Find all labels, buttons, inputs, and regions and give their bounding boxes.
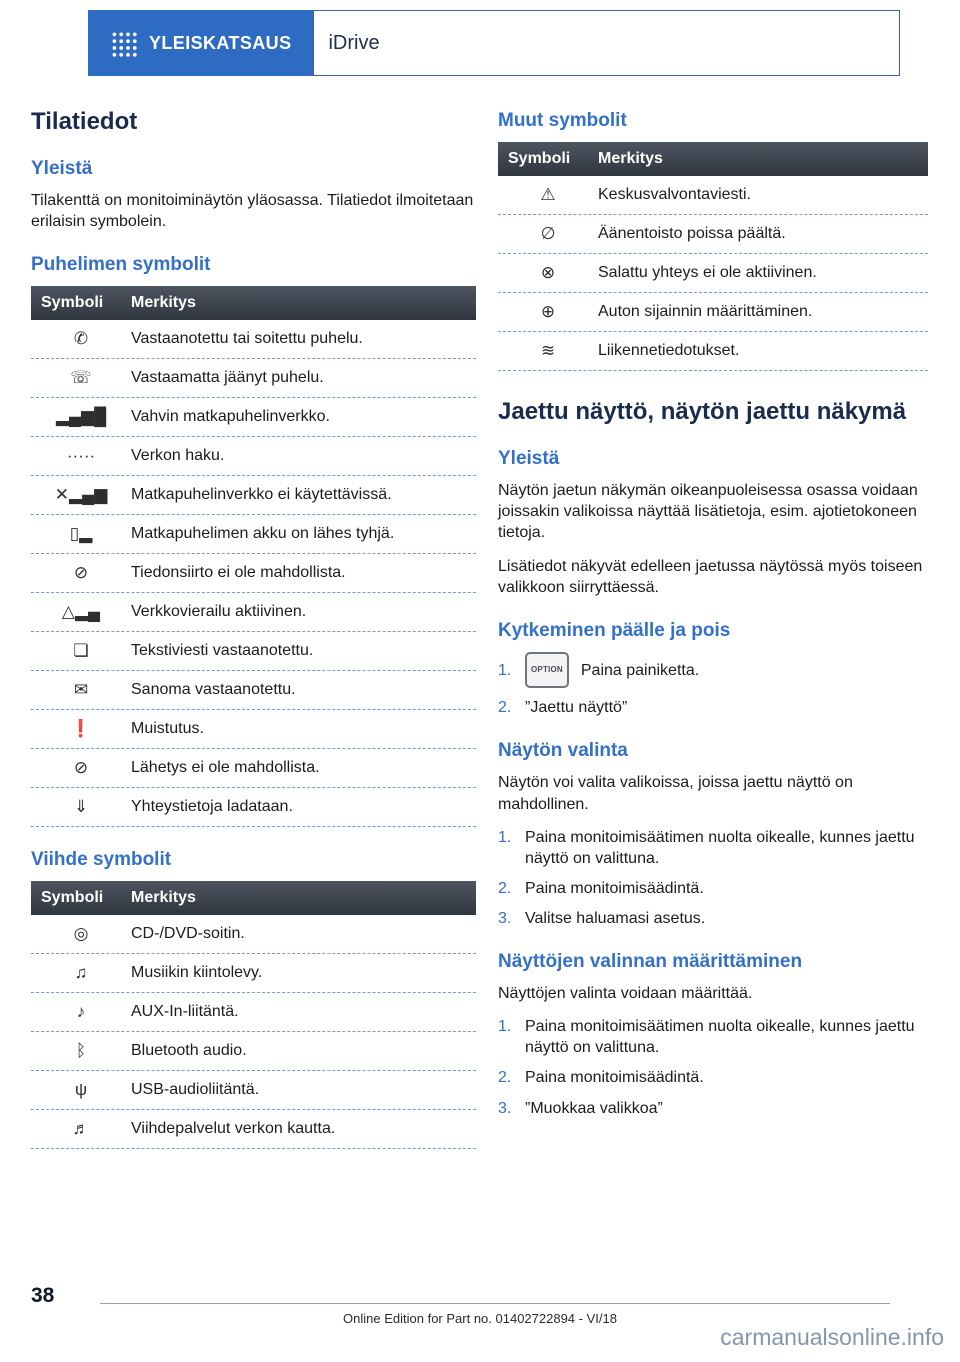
table-row (498, 215, 928, 254)
column-header-meaning: Merkitys (131, 294, 196, 312)
table-header (31, 286, 476, 320)
list-item (498, 1098, 928, 1119)
table-row (31, 671, 476, 710)
vehicle-location-icon: ⊕ (540, 302, 556, 321)
roaming-active-icon: △▂▄ (61, 602, 101, 622)
column-header-symbol: Symboli (508, 150, 571, 167)
symbol-meaning: Vastaamatta jäänyt puhelu. (131, 368, 324, 386)
symbol-meaning: Musiikin kiintolevy. (131, 963, 263, 981)
music-collection-icon: ♫ (74, 963, 88, 983)
column-header-meaning: Merkitys (131, 889, 196, 907)
table-row (31, 476, 476, 515)
left-column (31, 98, 476, 1157)
table-row (31, 915, 476, 954)
cd-dvd-icon: ◎ (73, 924, 89, 944)
sound-off-icon: ∅ (540, 224, 556, 243)
column-header-meaning: Merkitys (598, 150, 663, 167)
step-text: Paina monitoimisäätimen nuolta oikealle, kunnes jaettu näyttö on valittuna. (525, 828, 915, 867)
received-or-outgoing-call-icon: ✆ (73, 329, 89, 349)
footer-divider (100, 1303, 890, 1304)
table-row (498, 254, 928, 293)
signal-strength-icon: ▂▄▆█ (55, 407, 107, 427)
split-screen-title: Jaettu näyttö, näytön jaettu näkymä (498, 398, 907, 425)
table-row (31, 437, 476, 476)
split-screen-paragraph: Lisätiedot näkyvät edelleen jaetussa näytössä myös toiseen valikkoon siirryttäessä. (498, 557, 923, 596)
section-badge (88, 10, 313, 76)
list-item (498, 1067, 928, 1088)
phone-symbols-heading: Puhelimen symbolit (31, 254, 211, 276)
sending-unavailable-icon: ⊘ (73, 758, 89, 778)
step-number: 1. (498, 661, 512, 679)
symbol-meaning: Salattu yhteys ei ole aktiivinen. (598, 263, 817, 281)
step-text: Paina painiketta. (580, 661, 700, 679)
symbol-meaning: Sanoma vastaanotettu. (131, 680, 296, 698)
symbol-meaning: Liikennetiedotukset. (598, 341, 740, 359)
symbol-meaning: Viihdepalvelut verkon kautta. (131, 1119, 336, 1137)
section-label: YLEISKATSAUS (149, 32, 292, 53)
symbol-meaning: CD-/DVD-soitin. (131, 924, 245, 942)
list-item (498, 1016, 928, 1058)
symbol-meaning: Verkon haku. (131, 446, 225, 464)
contacts-loading-icon: ⇓ (73, 797, 89, 817)
table-row (31, 710, 476, 749)
table-row (31, 1071, 476, 1110)
grid-dots-icon (110, 30, 137, 57)
table-row (31, 359, 476, 398)
step-text: Valitse haluamasi asetus. (525, 910, 706, 928)
list-item (498, 827, 928, 869)
step-number: 3. (498, 910, 512, 928)
table-row (31, 515, 476, 554)
step-number: 1. (498, 828, 512, 846)
network-search-icon: ····· (66, 446, 96, 466)
table-row (31, 954, 476, 993)
column-header-symbol: Symboli (41, 294, 104, 312)
other-symbols-heading: Muut symbolit (498, 110, 627, 131)
list-item (498, 697, 928, 718)
edition-note: Online Edition for Part no. 01402722894 - VI/18 (343, 1311, 617, 1326)
online-entertainment-icon: ♬ (72, 1119, 90, 1139)
split-screen-paragraph: Näytön jaetun näkymän oikeanpuoleisessa osassa voidaan joissakin valikoissa näyttää lisätietoja, esim. ajotietokoneen tietoja. (498, 482, 918, 542)
page-content (31, 98, 928, 1157)
symbol-meaning: Lähetys ei ole mahdollista. (131, 758, 320, 776)
table-row (31, 593, 476, 632)
table-row (31, 749, 476, 788)
table-row (31, 788, 476, 827)
entertainment-symbols-table (31, 881, 476, 1149)
step-text: ”Jaettu näyttö” (525, 699, 628, 717)
phone-symbols-table (31, 286, 476, 827)
reminder-icon: ❗ (70, 719, 92, 739)
symbol-meaning: Vastaanotettu tai soitettu puhelu. (131, 329, 363, 347)
table-row (31, 1032, 476, 1071)
display-selection-heading: Näytön valinta (498, 740, 628, 762)
check-control-icon: ⚠ (540, 185, 556, 204)
page-number: 38 (31, 1284, 55, 1307)
on-off-heading: Kytkeminen päälle ja pois (498, 619, 731, 641)
configuring-heading: Näyttöjen valinnan määrittäminen (498, 951, 803, 973)
bluetooth-icon: ᛒ (75, 1041, 87, 1061)
chapter-title-box (313, 10, 900, 76)
symbol-meaning: Verkkovierailu aktiivinen. (131, 602, 307, 620)
symbol-meaning: USB-audioliitäntä. (131, 1080, 260, 1098)
data-transfer-unavailable-icon: ⊘ (73, 563, 89, 583)
symbol-meaning: Matkapuhelinverkko ei käytettävissä. (131, 485, 392, 503)
other-symbols-table (498, 142, 928, 371)
list-item (498, 908, 928, 929)
step-number: 3. (498, 1099, 512, 1117)
missed-call-icon: ☏ (70, 368, 92, 388)
list-item (498, 652, 928, 689)
status-general-heading: Yleistä (31, 158, 93, 179)
symbol-meaning: Keskusvalvontaviesti. (598, 185, 751, 203)
step-number: 2. (498, 879, 512, 897)
table-row (31, 632, 476, 671)
entertainment-symbols-heading: Viihde symbolit (31, 849, 172, 871)
symbol-meaning: Bluetooth audio. (131, 1041, 247, 1059)
traffic-info-icon: ≋ (540, 341, 556, 360)
symbol-meaning: Matkapuhelimen akku on lähes tyhjä. (131, 524, 395, 542)
right-column (498, 98, 928, 1157)
step-text: Paina monitoimisäädintä. (525, 879, 704, 897)
page-header (88, 10, 900, 76)
status-general-text: Tilakenttä on monitoiminäytön yläosassa. Tilatiedot ilmoitetaan erilaisin symbolein. (31, 192, 474, 231)
column-header-symbol: Symboli (41, 889, 104, 907)
list-item (498, 878, 928, 899)
aux-in-icon: ♪ (76, 1002, 86, 1022)
step-text: Paina monitoimisäädintä. (525, 1069, 704, 1087)
table-row (31, 398, 476, 437)
table-row (31, 993, 476, 1032)
phone-battery-low-icon: ▯▂ (69, 524, 93, 544)
chapter-title: iDrive (328, 31, 380, 54)
table-row (31, 320, 476, 359)
step-text: ”Muokkaa valikkoa” (525, 1099, 663, 1117)
table-row (498, 332, 928, 371)
symbol-meaning: AUX-In-liitäntä. (131, 1002, 239, 1020)
usb-audio-icon: ψ (74, 1080, 88, 1100)
status-info-title: Tilatiedot (31, 108, 138, 135)
no-network-icon: ✕▂▄▆ (54, 485, 108, 505)
symbol-meaning: Vahvin matkapuhelinverkko. (131, 407, 330, 425)
table-row (31, 554, 476, 593)
table-row (498, 293, 928, 332)
split-screen-general-heading: Yleistä (498, 448, 560, 470)
table-header (498, 142, 928, 176)
watermark: carmanualsonline.info (720, 1324, 944, 1350)
step-number: 2. (498, 699, 512, 717)
option-button-icon: OPTION (525, 652, 569, 689)
sms-received-icon: ❏ (73, 641, 89, 661)
symbol-meaning: Yhteystietoja ladataan. (131, 797, 293, 815)
secure-connection-inactive-icon: ⊗ (540, 263, 556, 282)
table-row (498, 176, 928, 215)
message-received-icon: ✉ (73, 680, 89, 700)
table-header (31, 881, 476, 915)
step-text: Paina monitoimisäätimen nuolta oikealle, kunnes jaettu näyttö on valittuna. (525, 1018, 915, 1057)
configuring-intro: Näyttöjen valinta voidaan määrittää. (498, 985, 753, 1003)
table-row (31, 1110, 476, 1149)
symbol-meaning: Muistutus. (131, 719, 204, 737)
symbol-meaning: Äänentoisto poissa päältä. (598, 224, 786, 242)
symbol-meaning: Tiedonsiirto ei ole mahdollista. (131, 563, 346, 581)
symbol-meaning: Auton sijainnin määrittäminen. (598, 302, 813, 320)
symbol-meaning: Tekstiviesti vastaanotettu. (131, 641, 314, 659)
display-selection-intro: Näytön voi valita valikoissa, joissa jaettu näyttö on mahdollinen. (498, 774, 853, 813)
step-number: 2. (498, 1069, 512, 1087)
step-number: 1. (498, 1018, 512, 1036)
